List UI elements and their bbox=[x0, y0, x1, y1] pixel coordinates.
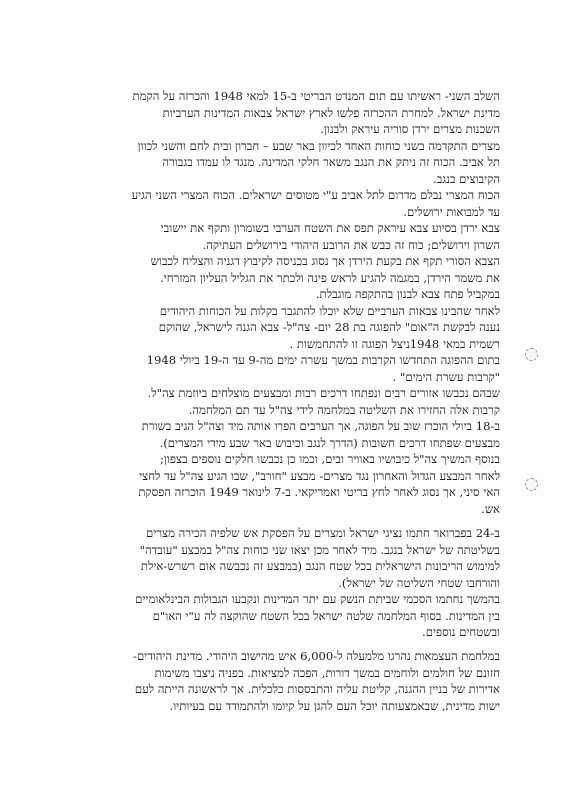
text-line: מצרים התקדמה בשני כוחות האחד לכיוון באר שבע – חברון ובית לחם והשני לכוון bbox=[137, 138, 500, 153]
text-line: ב-24 בפברואר חתמו נציגי ישראל ומצרים על הפסקת אש שלפיה הכירה מצרים bbox=[146, 526, 500, 540]
text-line: "קרבות עשרת הימים" . bbox=[392, 369, 500, 384]
text-line: עד למבואות ירושלים. bbox=[403, 204, 500, 219]
text-line: לאחר שהבינו צבאות הערביים שלא יוכלו להתגבר בקלות על הכוחות היהודים bbox=[159, 303, 500, 318]
text-line: בין המדינות. בסוף המלחמה שלטה ישראל בכל השטח שהוקצה לה ע"י האו"ם bbox=[152, 608, 500, 623]
paragraph bbox=[70, 303, 500, 353]
paragraph bbox=[70, 418, 500, 451]
text-line: חזונם של חולמים ולוחמים במשך דורות, הפכה למציאות. בפניה ניצבו משימות bbox=[154, 665, 500, 680]
text-line: במקביל פתח צבא לבנון בהתקפה מוגבלת. bbox=[315, 287, 500, 301]
paragraph bbox=[70, 352, 500, 385]
text-line: האי סיני, אך נסוג לאחר לחץ בריטי ואמריקאי. ב-7 לינואר 1949 הוכרזה הפסקת bbox=[138, 485, 500, 499]
text-line: הצבא הסורי תקף את בקעת הירדן אך נסוג בכניסה לקיבוץ דגניה והצליח לכבוש bbox=[150, 254, 500, 268]
text-line: השלב השני- ראשיתו עם תום המנדט הבריטי ב-15 למאי 1948 והכרזה על הקמת bbox=[132, 89, 500, 103]
text-line: מבצעים שפתחו דרכים חשובות (הדרך לנגב וכיבוש באר שבע מידי המצרים). bbox=[159, 435, 500, 450]
paragraph bbox=[70, 525, 500, 591]
text-line: נענה לבקשת ה"אום" להפוגה בת 28 יום- צה"ל- צבא הגנה לישראל, שהוקם bbox=[158, 320, 500, 334]
text-line: אש. bbox=[481, 501, 500, 516]
text-line: ב-18 ביולי הוכרז שוב על הפוגה, אך הערבים הפרו אותה מיד וצה"ל הגיב בשורת bbox=[141, 419, 500, 433]
paragraph bbox=[70, 385, 500, 418]
paragraph bbox=[70, 451, 500, 517]
text-line: בשליטתה של ישראל בנגב. מיד לאחר מכן יצאו שני כוחות צה"ל במבצע "עובדה" bbox=[139, 542, 500, 557]
text-block-closing bbox=[70, 648, 500, 714]
text-line: השכנות מצרים ירדן סוריה עיראק ולבנון. bbox=[320, 122, 500, 136]
text-line: שבהם נכבשו אזורים רבים ונפתחו דרכים רבות ומבצעים מוצלחים ביוזמת צה"ל. bbox=[147, 386, 500, 400]
paragraph-gap bbox=[70, 517, 500, 525]
punch-hole-top bbox=[525, 348, 538, 361]
text-line: הקיבוצים בנגב. bbox=[433, 171, 500, 186]
text-line: תל אביב. הכוח זה ניתק את הנגב משאר חלקי המדינה. מנגד לו עמדו בגבורה bbox=[162, 155, 500, 169]
text-line: קרבות אלה החזירו את השליטה במלחמה לידי צה"ל עד תם המלחמה. bbox=[188, 402, 500, 417]
text-line: בהמשך נחתמו הסכמי שביתת הנשק עם יתר המדינות ונקבעו הגבולות הבינלאומיים bbox=[135, 592, 500, 606]
text-line: והורחבו שטחי השליטה של ישראל). bbox=[338, 575, 500, 590]
text-line: למימוש הריבונות הישראלית בכל שטח הנגב (במבצע זה נכבשה אום רשרש-אילת bbox=[140, 559, 500, 573]
paragraph bbox=[70, 187, 500, 220]
text-line: רשמית במאי 1948ניצל הפוגה זו להתחמשות . bbox=[289, 336, 500, 351]
text-line: ובשטחים נוספים. bbox=[422, 625, 500, 639]
text-line: לאחר המבצע הגדול והאחרון נגד מצרים- מבצע "חורב", שבו הגיע צה"ל עד לחצי bbox=[139, 468, 500, 483]
paragraph bbox=[70, 138, 500, 188]
text-block-main bbox=[70, 88, 500, 641]
paragraph bbox=[70, 253, 500, 286]
paragraph bbox=[70, 220, 500, 253]
paragraph bbox=[70, 591, 500, 641]
text-line: מדינת ישראל. למחרת ההכרזה פלשו לארץ ישראל צבאות המדינות הערביות bbox=[162, 105, 500, 120]
punch-hole-bottom bbox=[525, 478, 538, 491]
text-line: בתום ההפוגה התחדשו הקרבות במשך עשרה ימים מה-9 עד ה-19 ביולי 1948 bbox=[146, 353, 500, 367]
text-line: הכוח המצרי נבלם מדרום לתל אביב ע"י מטוסים ישראלים. הכוח המצרי השני הגיע bbox=[131, 188, 500, 202]
paragraph bbox=[70, 88, 500, 138]
text-line: השרון וירושלים; כוח זה כבש את הרובע היהודי בירושלים העתיקה. bbox=[202, 237, 500, 252]
text-line: צבא ירדן בסיוע צבא עיראק תפס את השטח הערבי בשומרון ותקף את יישובי bbox=[160, 221, 500, 235]
text-line: במלחמת העצמאות נהרגו מלמעלה ל-6,000 איש מהישוב היהודי. מדינת היהודים- bbox=[133, 649, 500, 663]
paragraph bbox=[70, 648, 500, 714]
text-line: ישות מדינית, שבאמצעותה יוכל העם להגן על קיומו ולהתמודד עם בעיותיו. bbox=[169, 698, 500, 713]
text-line: את משמר הירדן, במגמה להגיע לראש פינה ולכתר את הגליל העליון המזרחי. bbox=[160, 270, 500, 285]
text-line: אדירות של בניין ההגנה, קליטת עליה והתבססות כלכלית. אך לראשונה הייתה לעם bbox=[134, 682, 500, 696]
paragraph bbox=[70, 286, 500, 303]
text-line: בנוסף המשיך צה"ל כיבושיו באוויר ובים, וכמו כן נכבשו חלקים נוספים בצפון; bbox=[160, 452, 500, 466]
